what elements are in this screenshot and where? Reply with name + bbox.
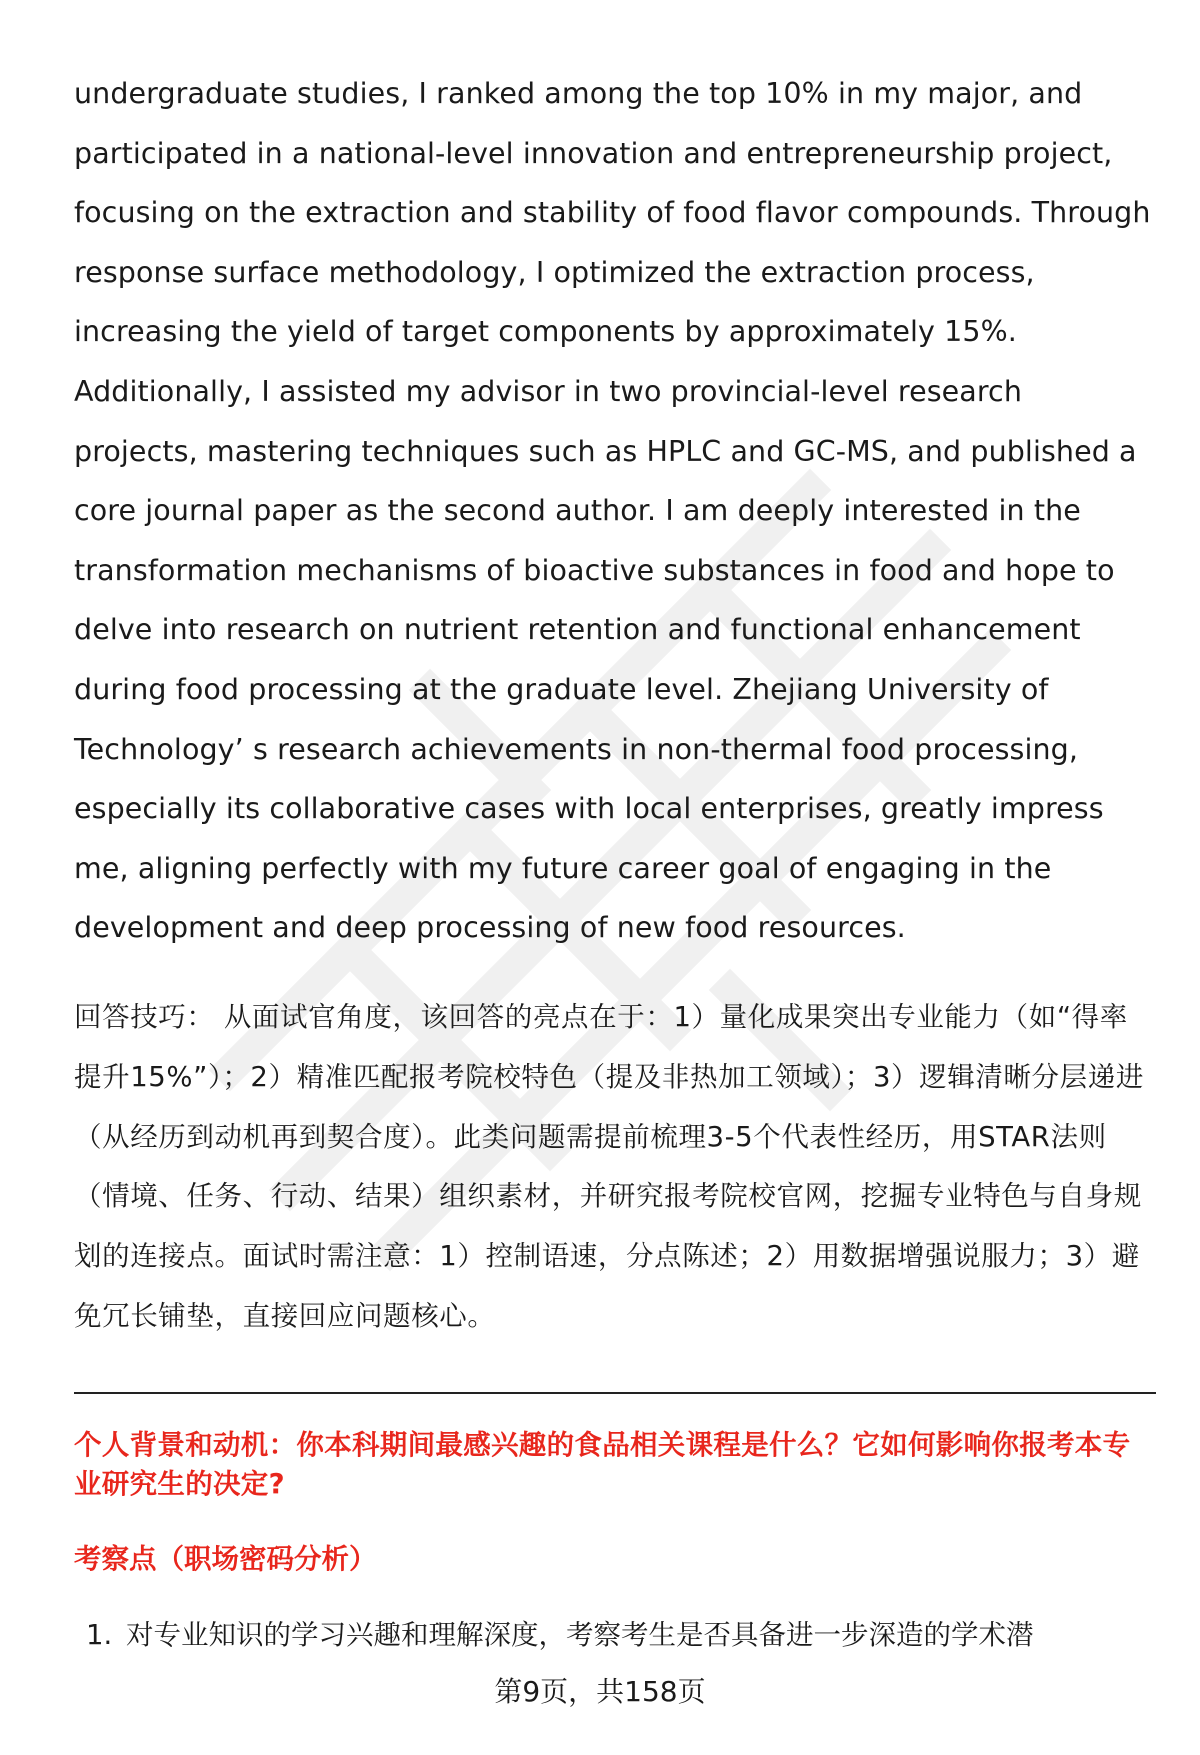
page-number-footer: 第9页，共158页 bbox=[494, 1675, 706, 1708]
exam-points-list bbox=[86, 1616, 1034, 1654]
answer-tips-text: 回答技巧： 从面试官角度，该回答的亮点在于：1）量化成果突出专业能力（如“得率提升15%”）；2）精准匹配报考院校特色（提及非热加工领域）；3）逻辑清晰分层递进（从经历到动机再到契合度）。此类问题需提前梳理3-5个代表性经历，用STAR法则（情境、任务、行动、结果）组织素材，并研究报考院校官网，挖掘专业特色与自身规划的连接点。面试时需注意：1）控制语速，分点陈述；2）用数据增强说服力；3）避免冗长铺垫，直接回应问题核心。 bbox=[74, 1001, 1144, 1332]
section-divider bbox=[74, 1392, 1156, 1394]
list-item bbox=[86, 1616, 1034, 1654]
list-item-text: 对专业知识的学习兴趣和理解深度，考察考生是否具备进一步深造的学术潜 bbox=[126, 1619, 1034, 1651]
list-item-number: 1. bbox=[86, 1619, 113, 1651]
exam-points-heading: 考察点（职场密码分析） bbox=[74, 1543, 377, 1575]
answer-body-text: undergraduate studies, I ranked among the top 10% in my major, and participated in a national-level innovation and entrepreneurship project, focusing on the extraction and stability of food flavor compounds. Through response surface methodology, I optimized the extraction process, increasing the yield of target components by approximately 15%. Additionally, I assisted my advisor in two provincial-level research projects, mastering techniques such as HPLC and GC-MS, and published a core journal paper as the second author. I am deeply interested in the transformation mechanisms of bioactive substances in food and hope to delve into research on nutrient retention and functional enhancement during food processing at the graduate level. Zhejiang University of Technology’ s research achievements in non-thermal food processing, especially its collaborative cases with local enterprises, greatly impress me, aligning perfectly with my future career goal of engaging in the development and deep processing of new food resources. bbox=[74, 77, 1151, 945]
question-heading: 个人背景和动机：你本科期间最感兴趣的食品相关课程是什么？它如何影响你报考本专业研究生的决定? bbox=[74, 1429, 1131, 1500]
